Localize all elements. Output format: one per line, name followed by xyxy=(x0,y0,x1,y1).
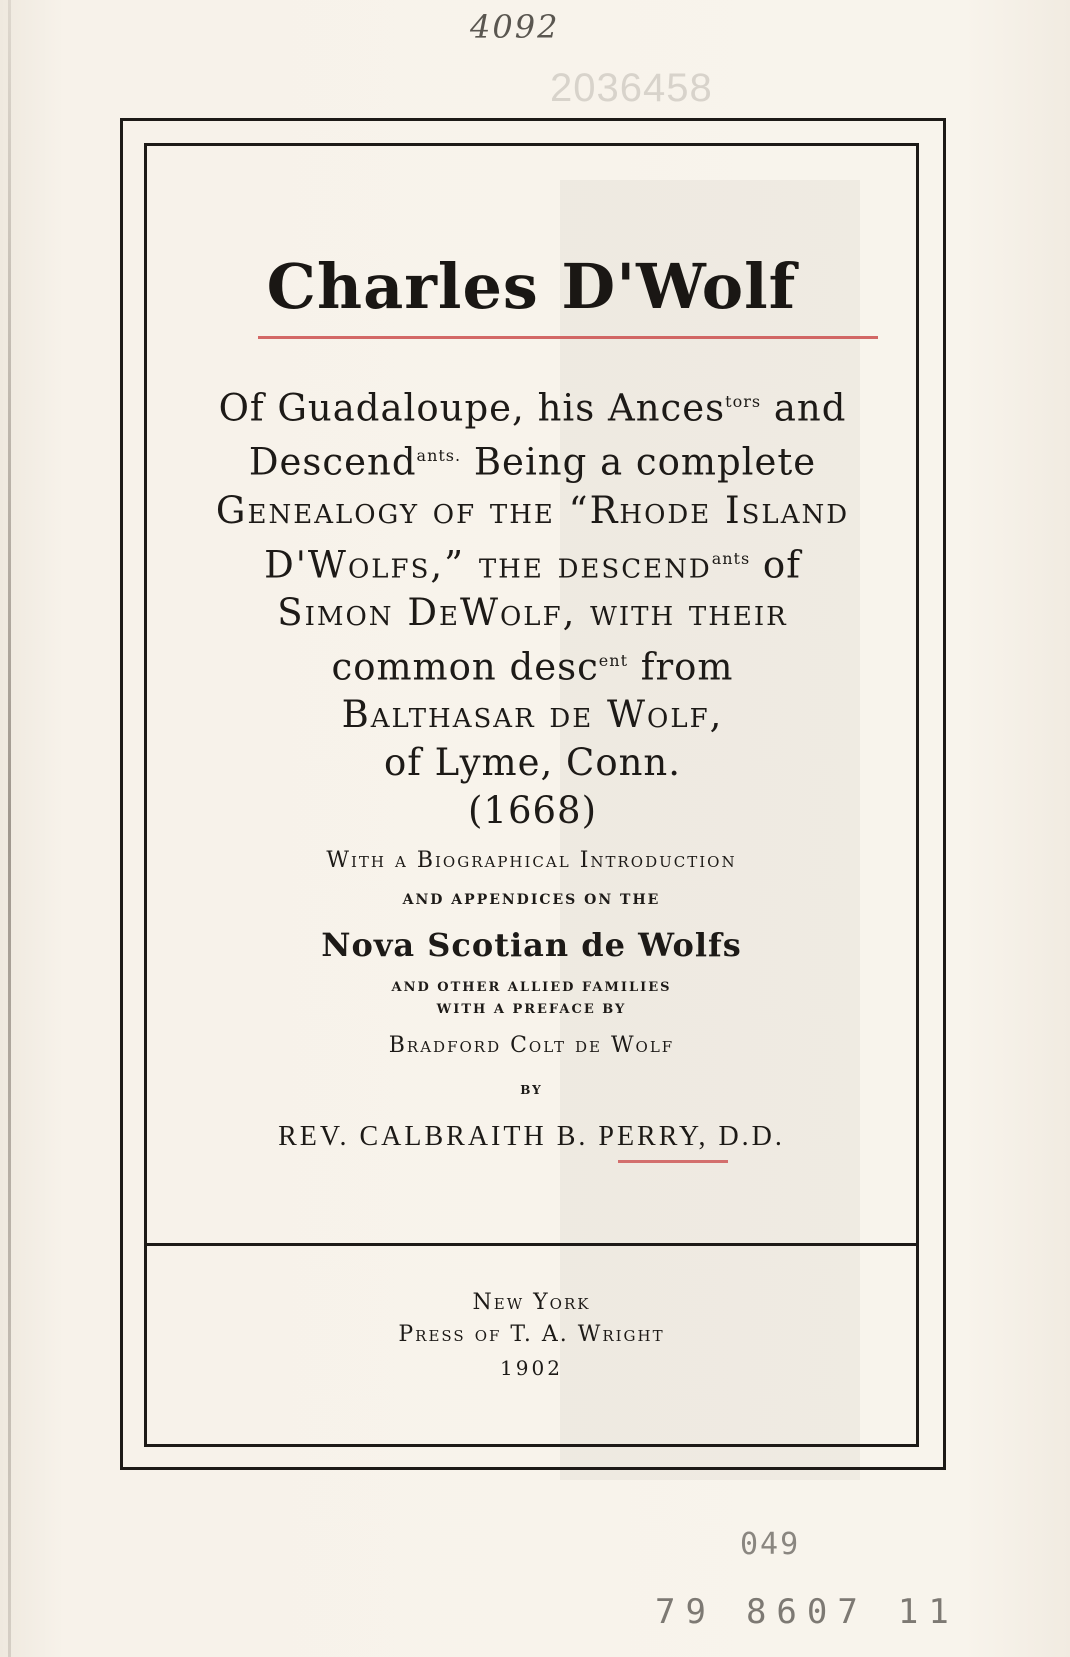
allied-families-line: AND OTHER ALLIED FAMILIES xyxy=(391,980,672,995)
imprint-press: Press of T. A. Wright xyxy=(398,1322,665,1347)
subtitle-line-1: Of Guadaloupe, his Ances$^{tors}$ and xyxy=(218,386,847,430)
subtitle-line-8: of Lyme, Conn. xyxy=(383,741,682,785)
imprint-divider xyxy=(144,1243,919,1246)
subtitle-line-4: D'Wolfs,” the descend$^{ants}$ of xyxy=(264,542,801,586)
shelf-mark-part-c: 11 xyxy=(897,1592,959,1632)
imprint-year: 1902 xyxy=(500,1356,563,1380)
subtitle-line-6: common desc$^{ent}$ from xyxy=(331,645,734,689)
imprint-city: New York xyxy=(472,1290,591,1315)
intro-line: With a Biographical Introduction xyxy=(326,848,737,873)
preface-author: Bradford Colt de Wolf xyxy=(388,1033,675,1058)
binding-edge xyxy=(8,0,11,1657)
title-red-underline xyxy=(258,336,878,339)
faint-accession-stamp: 2036458 xyxy=(550,66,713,110)
shelf-mark-part-b: 8607 xyxy=(745,1592,868,1632)
nova-scotian-heading: Nova Scotian de Wolfs xyxy=(321,926,742,964)
by-line: BY xyxy=(520,1083,543,1097)
preface-line: WITH A PREFACE BY xyxy=(436,1002,627,1017)
subtitle-line-7: Balthasar de Wolf, xyxy=(341,693,724,737)
handwritten-catalog-number: 4092 xyxy=(470,8,560,46)
subtitle-line-9: (1668) xyxy=(467,789,598,833)
book-subtitle xyxy=(170,378,895,835)
appendices-line: AND APPENDICES ON THE xyxy=(402,892,661,908)
author-name: REV. CALBRAITH B. PERRY, D.D. xyxy=(278,1121,785,1152)
subtitle-line-3: Genealogy of the “Rhode Island xyxy=(215,488,850,532)
book-title: Charles D'Wolf xyxy=(266,250,797,323)
shelf-mark-bottom xyxy=(655,1592,959,1632)
shelf-mark-top: 049 xyxy=(740,1527,801,1562)
author-red-underline xyxy=(618,1160,728,1163)
subtitle-line-2: Descend$^{ants.}$ Being a complete xyxy=(248,440,817,484)
subtitle-line-5: Simon DeWolf, with their xyxy=(277,590,788,634)
shelf-mark-part-a: 79 xyxy=(655,1592,716,1632)
